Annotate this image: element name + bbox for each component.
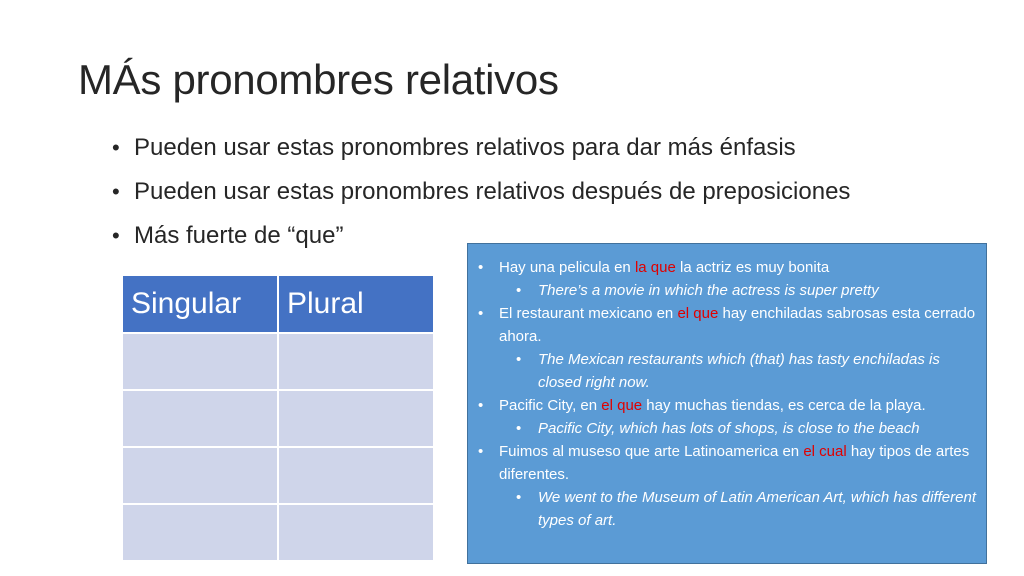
bullet-icon: • [478,259,484,276]
translation-text: Pacific City, which has lots of shops, is close to the beach [538,420,920,437]
table-cell [279,505,433,560]
example-translation [478,279,976,302]
table-row [123,505,433,560]
examples-list [478,256,976,532]
example-item [478,394,976,417]
table-cell [123,505,277,560]
bullet-icon: • [516,351,522,368]
bullet-icon: • [112,179,120,204]
translation-text: We went to the Museum of Latin American Art, which has different types of art. [538,489,976,529]
example-text-end: hay muchas tiendas, es cerca de la playa. [642,397,926,414]
translation-text: There’s a movie in which the actress is super pretty [538,282,879,299]
bullet-icon: • [112,135,120,160]
example-text-start: Fuimos al museso que arte Latinoamerica en [499,443,804,460]
pronoun-table [121,274,435,562]
table-row [123,448,433,503]
column-header-singular: Singular [123,276,277,332]
table-row [123,391,433,446]
example-text-end: hay tipos de artes diferentes. [499,443,970,483]
table-cell [123,448,277,503]
bullet-icon: • [516,282,522,299]
example-translation [478,486,976,532]
table-cell [279,334,433,389]
table-cell [123,334,277,389]
example-text-end: la actriz es muy bonita [675,259,830,276]
bullet-text: Pueden usar estas pronombres relativos para dar más énfasis [134,134,796,161]
example-item [478,256,976,279]
translation-text: The Mexican restaurants which (that) has tasty enchiladas is closed right now. [538,351,940,391]
table-header-row [123,276,433,332]
example-translation [478,348,976,394]
slide-title: MÁs pronombres relativos [78,56,559,103]
example-text-start: El restaurant mexicano en [499,305,678,322]
table-cell [279,391,433,446]
bullet-icon: • [478,443,484,460]
example-item [478,440,976,486]
bullet-item [112,174,850,218]
table-cell [279,448,433,503]
bullet-icon: • [516,420,522,437]
example-item [478,302,976,348]
bullet-icon: • [478,305,484,322]
column-header-plural: Plural [279,276,433,332]
examples-callout [467,243,987,564]
relative-pronoun-highlight: el cual [803,443,847,460]
bullet-icon: • [516,489,522,506]
bullet-text: Pueden usar estas pronombres relativos después de preposiciones [134,178,851,205]
bullet-text: Más fuerte de “que” [134,222,344,249]
example-text-start: Pacific City, en [499,397,602,414]
example-text-start: Hay una pelicula en [499,259,635,276]
relative-pronoun-highlight: el que [601,397,643,414]
relative-pronoun-highlight: el que [677,305,719,322]
bullet-item [112,130,850,174]
table-row [123,334,433,389]
table-cell [123,391,277,446]
relative-pronoun-highlight: la que [634,259,676,276]
example-translation [478,417,976,440]
bullet-icon: • [478,397,484,414]
bullet-icon: • [112,223,120,248]
example-text-end: hay enchiladas sabrosas esta cerrado ahora. [499,305,976,345]
